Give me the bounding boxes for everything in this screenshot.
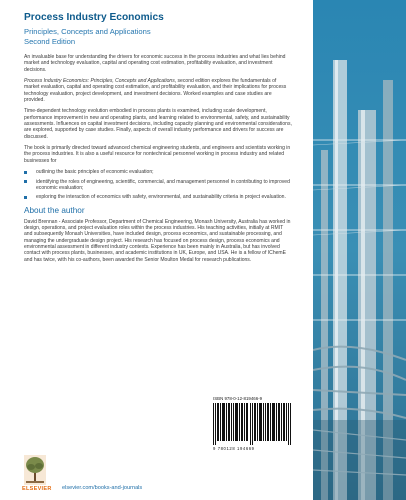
bullet-item: [24, 179, 292, 192]
barcode-icon: [213, 403, 293, 445]
square-bullet-icon: [24, 196, 27, 199]
description-paragraph-2: [24, 78, 292, 103]
paragraph-2-body: , second edition explores the fundamentals of market evaluation, capital and operating cost estimation, and profitability evaluation, and their implications for process technology evaluation, project development, and investment decisions. Worked examples and case studies are provided.: [24, 78, 287, 104]
elsevier-tree-logo: [24, 455, 46, 485]
about-author-heading: About the author: [24, 205, 85, 215]
bullet-text: identifying the roles of engineering, scientific, commercial, and management personnel in contributing to improved economic evaluation;: [36, 178, 290, 191]
book-title: Process Industry Economics: [24, 12, 164, 23]
description-paragraph-4: The book is primarily directed toward advanced chemical engineering students, and engineers and scientists working in the process industries. It is also a useful resource for nontechnical personnel working in process industry and related businesses for: [24, 145, 291, 164]
bullet-item: [24, 169, 292, 175]
description-paragraph-3: Time-dependent technology evolution embodied in process plants is examined, including scale development, performance improvement in new and operating plants, and learning related to environmental, safety, and sustainability assessments. Influences on capital investment decisions, including capacity planning and environmental considerations, are explored, supported by case studies. Finally, aspects of overall industry performance and drivers for success are discussed.: [24, 108, 292, 140]
bullet-item: [24, 194, 292, 200]
square-bullet-icon: [24, 180, 27, 183]
book-edition: Second Edition: [24, 37, 76, 46]
industrial-plant-photo: [313, 0, 406, 500]
isbn-barcode: [213, 396, 295, 458]
back-cover-text: [24, 12, 292, 268]
audience-bullet-list: [24, 169, 292, 200]
publisher-url[interactable]: elsevier.com/books-and-journals: [62, 485, 143, 491]
book-subtitle: Principles, Concepts and Applications: [24, 27, 151, 36]
bullet-text: exploring the interaction of economics with safety, environmental, and sustainability criteria in project evaluation.: [36, 194, 286, 201]
barcode-number: 9 780128 194669: [213, 446, 255, 451]
italic-book-title: Process Industry Economics: Principles, Concepts and Applications: [24, 78, 175, 85]
publisher-name: ELSEVIER: [22, 486, 52, 492]
description-paragraph-1: An invaluable base for understanding the drivers for economic success in the process industries and what lies behind market and technology evaluation, capital and operating cost estimation, profitability evaluation, and investment decisions.: [24, 54, 286, 73]
isbn-label: ISBN 978-0-12-819466-9: [213, 396, 263, 401]
bullet-text: outlining the basic principles of economic evaluation;: [36, 169, 154, 176]
square-bullet-icon: [24, 171, 27, 174]
about-author-text: David Brennan - Associate Professor, Department of Chemical Engineering, Monash University, Australia has worked in design, operations, and project evaluation roles within the process industries. His teaching activities, initially at RMIT and subsequently Monash Universities, have included design, process economics, and sustainable processing, and managing the undergraduate design project. His research has focused on process design, process economics and environmental assessment in different industry contexts. Experience has been mainly in Australia, but has involved contact with process plants, businesses, and academic institutions in UK, Europe, and USA. He is a fellow of IChemE and has twice, with his co-authors, been awarded the Senior Moulton Medal for research publications.: [24, 218, 291, 263]
